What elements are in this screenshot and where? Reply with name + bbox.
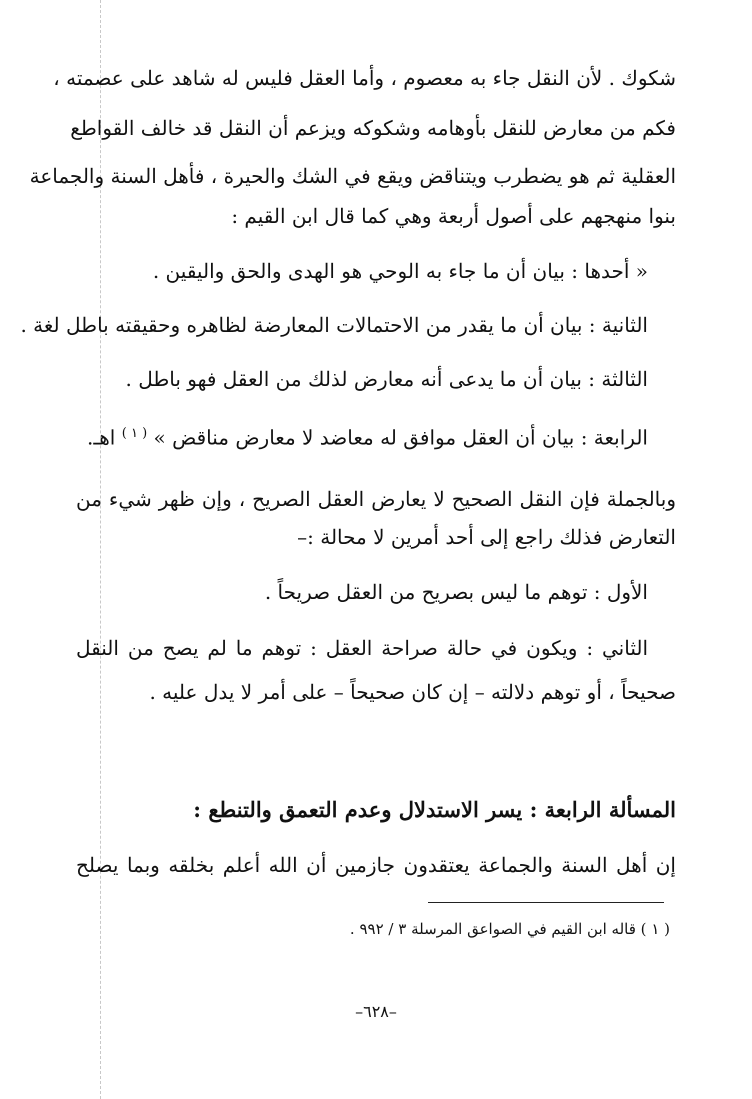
quote-line-2: الثانية : بيان أن ما يقدر من الاحتمالات المعارضة لظاهره وحقيقته باطل لغة . [20,313,648,337]
body-line-1: شكوك . لأن النقل جاء به معصوم ، وأما العقل فليس له شاهد على عصمته ، [53,66,676,90]
quote-line-4-text: الرابعة : بيان أن العقل موافق له معاضد لا معارض مناقض » [153,425,648,450]
body-line-2: فكم من معارض للنقل بأوهامه وشكوكه ويزعم أن النقل قد خالف القواطع [70,116,676,140]
quote-line-1: « أحدها : بيان أن ما جاء به الوحي هو الهدى والحق واليقين . [152,259,648,283]
body-line-4: بنوا منهجهم على أصول أربعة وهي كما قال ابن القيم : [231,204,676,228]
second-matter-line-1: الثاني : ويكون في حالة صراحة العقل : توهم ما لم يصح من النقل [76,636,649,660]
section-heading: المسألة الرابعة : يسر الاستدلال وعدم التعمق والتنطع : [193,797,676,822]
footnote-reference: ( ١ ) [121,426,148,441]
page-number: –٦٢٨– [355,1002,397,1021]
body-line-3: العقلية ثم هو يضطرب ويتناقض ويقع في الشك والحيرة ، فأهل السنة والجماعة [29,164,676,188]
first-matter: الأول : توهم ما ليس بصريح من العقل صريحاً . [264,580,648,604]
second-matter-line-2: صحيحاً ، أو توهم دلالته – إن كان صحيحاً – على أمر لا يدل عليه . [149,680,676,704]
quote-line-4 [87,420,648,452]
closing-line: إن أهل السنة والجماعة يعتقدون جازمين أن الله أعلم بخلقه وبما يصلح [76,853,676,877]
footnote-text: ( ١ ) قاله ابن القيم في الصواعق المرسلة ٣ / ٩٩٢ . [349,920,670,938]
para2-line-2: التعارض فذلك راجع إلى أحد أمرين لا محالة :– [297,525,676,549]
quote-suffix: اهـ. [87,425,116,450]
para2-line-1: وبالجملة فإن النقل الصحيح لا يعارض العقل الصريح ، وإن ظهر شيء من [76,487,676,511]
quote-line-3: الثالثة : بيان أن ما يدعى أنه معارض لذلك من العقل فهو باطل . [125,367,648,391]
footnote-separator [428,902,664,903]
